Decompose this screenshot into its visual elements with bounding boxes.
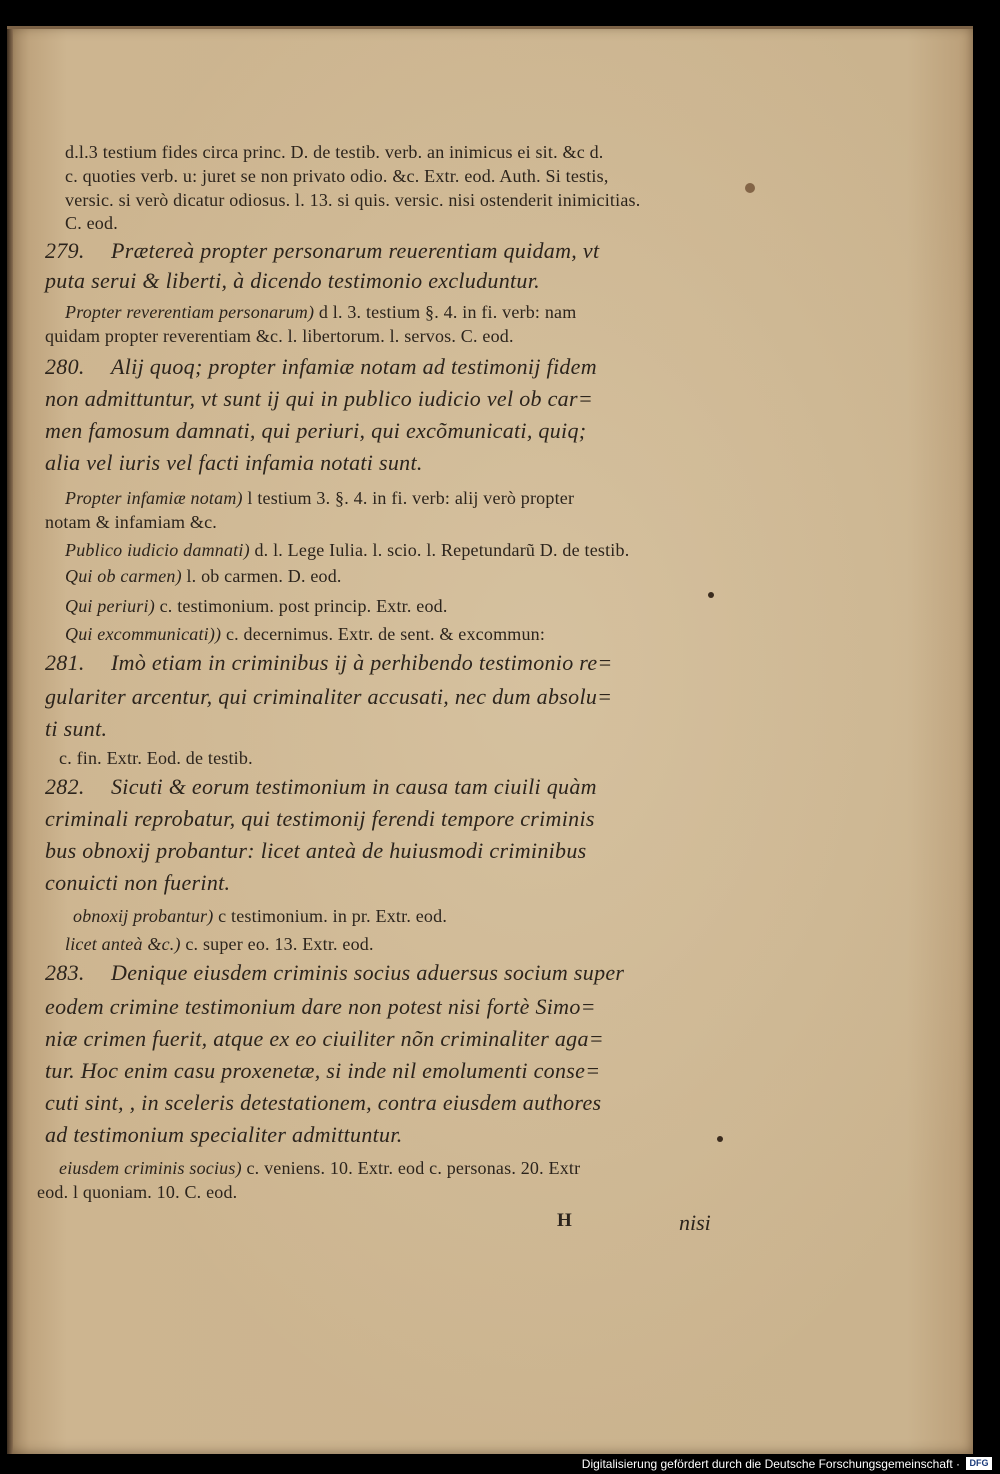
note-text: l. ob carmen. D. eod. xyxy=(181,566,342,586)
note-line: quidam propter reverentiam &c. l. libertorum. l. servos. C. eod. xyxy=(45,326,514,346)
note-line xyxy=(65,934,374,955)
paragraph-279-line xyxy=(45,238,599,264)
paragraph-280-line: alia vel iuris vel facti infamia notati sunt. xyxy=(45,450,423,475)
note-text: l testium 3. §. 4. in fi. verb: alij verò propter xyxy=(242,488,575,508)
note-line xyxy=(73,906,447,927)
note-line: c. quoties verb. u: juret se non privato odio. &c. Extr. eod. Auth. Si testis, xyxy=(65,166,609,186)
note-lemma: Qui excommunicati)) xyxy=(65,624,222,644)
paragraph-number: 282. xyxy=(45,774,85,799)
paragraph-282-line: bus obnoxij probantur: licet anteà de huiusmodi criminibus xyxy=(45,838,587,863)
paragraph-text: Sicuti & eorum testimonium in causa tam ciuili quàm xyxy=(111,774,597,799)
note-lemma: Qui ob carmen) xyxy=(65,566,182,586)
note-line xyxy=(65,596,448,617)
note-lemma: Propter reverentiam personarum) xyxy=(65,302,315,322)
paragraph-number: 279. xyxy=(45,238,85,263)
paragraph-282-line: criminali reprobatur, qui testimonij ferendi tempore criminis xyxy=(45,806,595,831)
ink-speck xyxy=(708,592,714,598)
scanned-page xyxy=(7,26,973,1454)
note-line: eod. l quoniam. 10. C. eod. xyxy=(37,1182,238,1202)
note-text: c. veniens. 10. Extr. eod c. personas. 20. Extr xyxy=(241,1158,581,1178)
paragraph-283-line: ad testimonium specialiter admittuntur. xyxy=(45,1122,403,1147)
note-text: c. testimonium. post princip. Extr. eod. xyxy=(154,596,448,616)
paragraph-280-line: non admittuntur, vt sunt ij qui in publico iudicio vel ob car= xyxy=(45,386,593,411)
note-line xyxy=(65,624,545,645)
note-line: d.l.3 testium fides circa princ. D. de testib. verb. an inimicus ei sit. &c d. xyxy=(65,142,604,162)
paragraph-283-line xyxy=(45,960,624,986)
signature-mark: H xyxy=(557,1210,572,1231)
paragraph-number: 281. xyxy=(45,650,85,675)
paragraph-282-line xyxy=(45,774,597,800)
paragraph-text: Denique eiusdem criminis socius aduersus socium super xyxy=(111,960,625,985)
note-text: c testimonium. in pr. Extr. eod. xyxy=(213,906,448,926)
dfg-logo: DFG xyxy=(966,1457,992,1470)
paragraph-text: Imò etiam in criminibus ij à perhibendo testimonio re= xyxy=(111,650,613,675)
paragraph-283-line: eodem crimine testimonium dare non potest nisi fortè Simo= xyxy=(45,994,596,1019)
paragraph-283-line: tur. Hoc enim casu proxenetæ, si inde nil emolumenti conse= xyxy=(45,1058,601,1083)
paragraph-283-line: cuti sint, , in sceleris detestationem, contra eiusdem authores xyxy=(45,1090,602,1115)
note-lemma: obnoxij probantur) xyxy=(73,906,214,926)
note-lemma: eiusdem criminis socius) xyxy=(59,1158,242,1178)
paragraph-text: Alij quoq; propter infamiæ notam ad testimonij fidem xyxy=(111,354,597,379)
page-top-edge xyxy=(7,26,973,29)
page-binding-edge xyxy=(7,26,13,1454)
paragraph-282-line: conuicti non fuerint. xyxy=(45,870,231,895)
catchword: nisi xyxy=(679,1210,711,1235)
paragraph-281-line xyxy=(45,650,613,676)
note-lemma: Publico iudicio damnati) xyxy=(65,540,250,560)
note-line: versic. si verò dicatur odiosus. l. 13. si quis. versic. nisi ostenderit inimicitias. xyxy=(65,190,641,210)
note-lemma: licet anteà &c.) xyxy=(65,934,181,954)
note-line: c. fin. Extr. Eod. de testib. xyxy=(59,748,253,768)
paragraph-281-line: gulariter arcentur, qui criminaliter accusati, nec dum absolu= xyxy=(45,684,613,709)
note-text: d l. 3. testium §. 4. in fi. verb: nam xyxy=(314,302,577,322)
note-line xyxy=(65,540,629,561)
note-line xyxy=(59,1158,580,1179)
paragraph-number: 280. xyxy=(45,354,85,379)
footer-bar xyxy=(0,1454,1000,1474)
note-line: C. eod. xyxy=(65,213,118,233)
ink-speck xyxy=(717,1136,723,1142)
note-line xyxy=(65,566,342,587)
note-line xyxy=(65,302,576,323)
note-line: notam & infamiam &c. xyxy=(45,512,217,532)
paragraph-280-line: men famosum damnati, qui periuri, qui excõmunicati, quiq; xyxy=(45,418,587,443)
paragraph-279-line: puta serui & liberti, à dicendo testimonio excluduntur. xyxy=(45,268,540,293)
note-lemma: Propter infamiæ notam) xyxy=(65,488,243,508)
paragraph-number: 283. xyxy=(45,960,85,985)
note-line xyxy=(65,488,574,509)
note-lemma: Qui periuri) xyxy=(65,596,155,616)
paragraph-281-line: ti sunt. xyxy=(45,716,108,741)
ink-stain xyxy=(745,183,755,193)
note-text: c. super eo. 13. Extr. eod. xyxy=(180,934,374,954)
funding-credit: Digitalisierung gefördert durch die Deutsche Forschungsgemeinschaft · xyxy=(581,1457,960,1471)
paragraph-280-line xyxy=(45,354,597,380)
paragraph-283-line: niæ crimen fuerit, atque ex eo ciuiliter nõn criminaliter aga= xyxy=(45,1026,604,1051)
note-text: c. decernimus. Extr. de sent. & excommun: xyxy=(221,624,546,644)
paragraph-text: Prætereà propter personarum reuerentiam quidam, vt xyxy=(111,238,600,263)
note-text: d. l. Lege Iulia. l. scio. l. Repetundarũ D. de testib. xyxy=(249,540,630,560)
